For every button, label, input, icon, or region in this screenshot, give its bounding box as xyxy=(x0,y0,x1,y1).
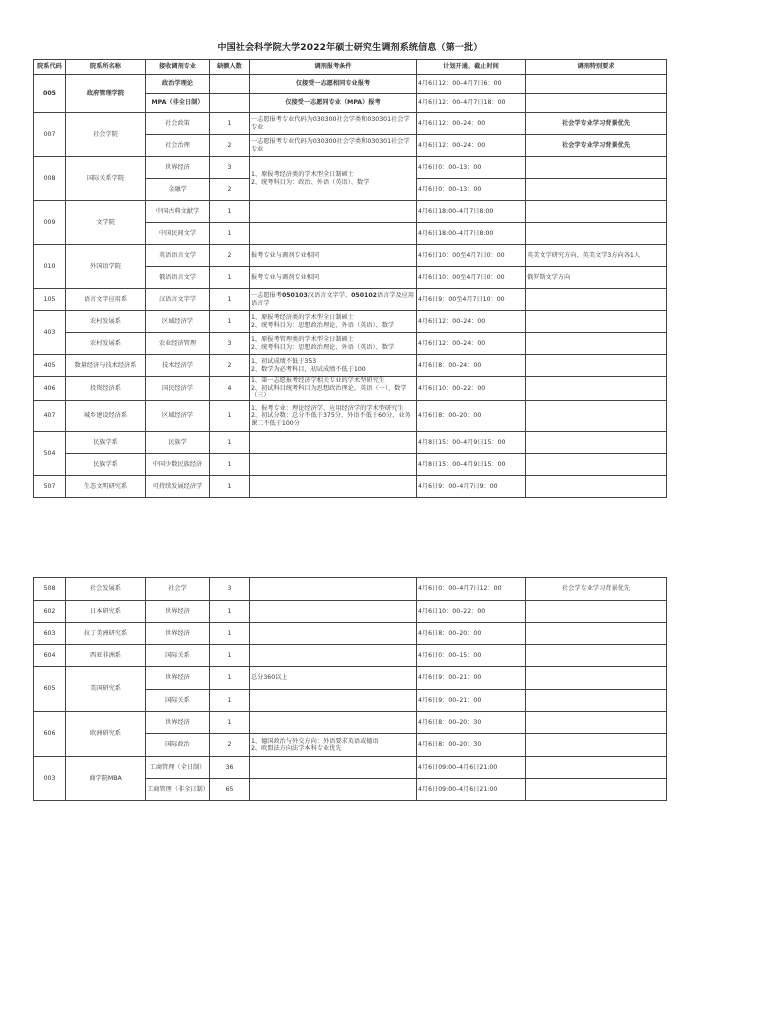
vacancy-count: 3 xyxy=(210,578,250,601)
vacancy-count: 1 xyxy=(210,712,250,734)
vacancy-count: 1 xyxy=(210,623,250,645)
conditions: 1、原报考经济类的学术型全日制硕士 2、统考科目为：思想政治理论、外语（英语）、数学 xyxy=(250,311,417,333)
major-name: 民族学 xyxy=(146,432,210,454)
table-row xyxy=(34,355,667,377)
major-code: 050102 xyxy=(351,292,377,300)
special-requirement xyxy=(526,601,667,623)
special-requirement xyxy=(526,377,667,401)
special-requirement: 社会学专业学习背景优先 xyxy=(526,135,667,157)
dept-name: 语言文字应用系 xyxy=(66,289,146,311)
special-requirement: 社会学专业学习背景优先 xyxy=(526,578,667,601)
special-requirement xyxy=(526,201,667,223)
vacancy-count: 1 xyxy=(210,113,250,135)
major-name: 中国民间文学 xyxy=(146,223,210,245)
conditions xyxy=(250,645,417,667)
dept-name: 西亚非洲系 xyxy=(66,645,146,667)
conditions xyxy=(250,601,417,623)
conditions xyxy=(250,712,417,734)
special-requirement xyxy=(526,311,667,333)
major-name: 工商管理（非全日制） xyxy=(146,779,210,801)
table-row xyxy=(34,623,667,645)
dept-name: 文学院 xyxy=(66,201,146,245)
open-time: 4月6日0：00–15：00 xyxy=(417,645,526,667)
header-conditions: 调剂报考条件 xyxy=(250,60,417,75)
major-name: 中国少数民族经济 xyxy=(146,454,210,476)
dept-code: 602 xyxy=(34,601,66,623)
open-time: 4月6日09:00–4月6日21:00 xyxy=(417,757,526,779)
major-name: 社会政策 xyxy=(146,113,210,135)
vacancy-count: 2 xyxy=(210,355,250,377)
major-name: 世界经济 xyxy=(146,667,210,690)
vacancy-count xyxy=(210,75,250,94)
table-row xyxy=(34,757,667,779)
vacancy-count: 2 xyxy=(210,179,250,201)
open-time: 4月6日10：00–22：00 xyxy=(417,377,526,401)
major-name: MPA（非全日制） xyxy=(146,94,210,113)
dept-code: 407 xyxy=(34,401,66,432)
dept-code: 003 xyxy=(34,757,66,801)
conditions xyxy=(250,289,417,311)
conditions xyxy=(250,476,417,498)
special-requirement xyxy=(526,179,667,201)
header-dept: 院系所名称 xyxy=(66,60,146,75)
special-requirement xyxy=(526,94,667,113)
open-time: 4月6日8：00–20：00 xyxy=(417,623,526,645)
major-name: 世界经济 xyxy=(146,157,210,179)
major-name: 国民经济学 xyxy=(146,377,210,401)
dept-name: 日本研究系 xyxy=(66,601,146,623)
vacancy-count xyxy=(210,94,250,113)
special-requirement xyxy=(526,432,667,454)
conditions: 报考专业与调剂专业相同 xyxy=(250,267,417,289)
open-time: 4月6日10：00至4月7日0：00 xyxy=(417,245,526,267)
special-requirement xyxy=(526,667,667,690)
vacancy-count: 4 xyxy=(210,377,250,401)
dept-code: 007 xyxy=(34,113,66,157)
open-time: 4月6日10：00至4月7日0：00 xyxy=(417,267,526,289)
vacancy-count: 2 xyxy=(210,135,250,157)
table-row xyxy=(34,432,667,454)
open-time: 4月6日0：00–13：00 xyxy=(417,157,526,179)
vacancy-count: 1 xyxy=(210,267,250,289)
open-time: 4月6日18:00–4月7日8:00 xyxy=(417,201,526,223)
table-row xyxy=(34,401,667,432)
conditions: 一志愿报考专业代码为030300社会学类和030301社会学专业 xyxy=(250,135,417,157)
special-requirement xyxy=(526,779,667,801)
vacancy-count: 1 xyxy=(210,454,250,476)
major-name: 英语语言文学 xyxy=(146,245,210,267)
header-major: 接收调剂专业 xyxy=(146,60,210,75)
table-row xyxy=(34,201,667,223)
table-row xyxy=(34,245,667,267)
open-time: 4月6日18:00–4月7日8:00 xyxy=(417,223,526,245)
special-requirement: 社会学专业学习背景优先 xyxy=(526,113,667,135)
open-time: 4月6日8：00–20：30 xyxy=(417,734,526,757)
major-name: 金融学 xyxy=(146,179,210,201)
open-time: 4月6日9：00至4月7日10：00 xyxy=(417,289,526,311)
dept-name: 欧洲研究系 xyxy=(66,712,146,757)
dept-code: 507 xyxy=(34,476,66,498)
open-time: 4月6日12：00–24：00 xyxy=(417,113,526,135)
header-requirements: 调剂特别要求 xyxy=(526,60,667,75)
vacancy-count: 1 xyxy=(210,690,250,712)
major-name: 中国古典文献学 xyxy=(146,201,210,223)
vacancy-count: 1 xyxy=(210,289,250,311)
dept-code: 406 xyxy=(34,377,66,401)
special-requirement: 英美文学研究方向、英美文学3方向各1人 xyxy=(526,245,667,267)
major-name: 技术经济学 xyxy=(146,355,210,377)
dept-name: 外国语学院 xyxy=(66,245,146,289)
dept-name: 社会学院 xyxy=(66,113,146,157)
dept-name: 城乡建设经济系 xyxy=(66,401,146,432)
conditions: 1、德国政治与外交方向：外语要求英语或德语 2、欧盟法方向法学本科专业优先 xyxy=(250,734,417,757)
table-row xyxy=(34,311,667,333)
dept-name: 数量经济与技术经济系 xyxy=(66,355,146,377)
vacancy-count: 1 xyxy=(210,201,250,223)
table-row xyxy=(34,377,667,401)
dept-name: 投资经济系 xyxy=(66,377,146,401)
header-vacancy: 缺额人数 xyxy=(210,60,250,75)
conditions xyxy=(250,454,417,476)
conditions xyxy=(250,578,417,601)
dept-name: 国际关系学院 xyxy=(66,157,146,201)
major-name: 区域经济学 xyxy=(146,401,210,432)
vacancy-count: 1 xyxy=(210,311,250,333)
header-row xyxy=(34,60,667,75)
major-name: 世界经济 xyxy=(146,712,210,734)
vacancy-count: 1 xyxy=(210,645,250,667)
vacancy-count: 3 xyxy=(210,157,250,179)
vacancy-count: 1 xyxy=(210,223,250,245)
table-row xyxy=(34,333,667,355)
major-name: 政治学理论 xyxy=(146,75,210,94)
vacancy-count: 1 xyxy=(210,667,250,690)
conditions: 1、原报考经济类的学术型全日制硕士 2、统考科目为：政治、外语（英语）、数学 xyxy=(250,157,417,201)
special-requirement xyxy=(526,355,667,377)
conditions xyxy=(250,223,417,245)
conditions: 1、原报考管理类的学术型全日制硕士 2、统考科目为：思想政治理论、外语（英语）、数学 xyxy=(250,333,417,355)
dept-name: 拉丁美洲研究系 xyxy=(66,623,146,645)
table-row xyxy=(34,601,667,623)
open-time: 4月8日15：00–4月9日15：00 xyxy=(417,454,526,476)
open-time: 4月6日8：00–20：30 xyxy=(417,712,526,734)
major-name: 社会治理 xyxy=(146,135,210,157)
conditions: 1、第一志愿报考经济学相关专业的学术型研究生 2、初试科目统考科目为思想政治理论、英语（一）、数学（三） xyxy=(250,377,417,401)
table-row xyxy=(34,476,667,498)
major-name: 国际政治 xyxy=(146,734,210,757)
dept-name: 美国研究系 xyxy=(66,667,146,712)
table-row xyxy=(34,645,667,667)
adjustment-table-part-1 xyxy=(33,59,667,498)
special-requirement xyxy=(526,75,667,94)
header-code: 院系代码 xyxy=(34,60,66,75)
dept-code: 105 xyxy=(34,289,66,311)
open-time: 4月6日9：00–4月7日9：00 xyxy=(417,476,526,498)
open-time: 4月6日0：00–13：00 xyxy=(417,179,526,201)
dept-code: 508 xyxy=(34,578,66,601)
dept-code: 605 xyxy=(34,667,66,712)
dept-code: 403 xyxy=(34,311,66,355)
vacancy-count: 65 xyxy=(210,779,250,801)
major-name: 汉语言文字学 xyxy=(146,289,210,311)
open-time: 4月6日12：00–24：00 xyxy=(417,333,526,355)
dept-code: 603 xyxy=(34,623,66,645)
open-time: 4月8日15：00–4月9日15：00 xyxy=(417,432,526,454)
table-row xyxy=(34,454,667,476)
major-name: 社会学 xyxy=(146,578,210,601)
major-name: 世界经济 xyxy=(146,601,210,623)
major-code: 050103 xyxy=(281,292,308,300)
major-name: 可持续发展经济学 xyxy=(146,476,210,498)
dept-name: 农村发展系 xyxy=(66,311,146,333)
special-requirement xyxy=(526,401,667,432)
dept-name: 政府管理学院 xyxy=(66,75,146,113)
vacancy-count: 1 xyxy=(210,601,250,623)
page-title: 中国社会科学院大学2022年硕士研究生调剂系统信息（第一批） xyxy=(217,43,483,53)
dept-code: 606 xyxy=(34,712,66,757)
vacancy-count: 1 xyxy=(210,401,250,432)
special-requirement xyxy=(526,645,667,667)
special-requirement xyxy=(526,333,667,355)
conditions xyxy=(250,690,417,712)
open-time: 4月6日0：00–4月7日12：00 xyxy=(417,578,526,601)
dept-code: 008 xyxy=(34,157,66,201)
special-requirement xyxy=(526,757,667,779)
open-time: 4月6日10：00–22：00 xyxy=(417,601,526,623)
major-name: 国际关系 xyxy=(146,690,210,712)
vacancy-count: 1 xyxy=(210,476,250,498)
dept-name: 商学院MBA xyxy=(66,757,146,801)
open-time: 4月6日9：00–21：00 xyxy=(417,667,526,690)
table-row xyxy=(34,289,667,311)
header-time: 计划开通、截止时间 xyxy=(417,60,526,75)
dept-name: 生态文明研究系 xyxy=(66,476,146,498)
open-time: 4月6日12：00–4月7日18：00 xyxy=(417,94,526,113)
vacancy-count: 2 xyxy=(210,734,250,757)
open-time: 4月6日12：00–24：00 xyxy=(417,135,526,157)
conditions: 报考专业与调剂专业相同 xyxy=(250,245,417,267)
special-requirement: 俄罗斯文学方向 xyxy=(526,267,667,289)
adjustment-table-part-2 xyxy=(33,577,667,801)
table-row xyxy=(34,712,667,734)
conditions: 1、初试成绩不低于353 2、数学为必考科目，初试成绩不低于100 xyxy=(250,355,417,377)
special-requirement xyxy=(526,157,667,179)
vacancy-count: 36 xyxy=(210,757,250,779)
open-time: 4月6日8：00–24：00 xyxy=(417,355,526,377)
conditions: 一志愿报考专业代码为030300社会学类和030301社会学专业 xyxy=(250,113,417,135)
major-name: 工商管理（全日制） xyxy=(146,757,210,779)
vacancy-count: 1 xyxy=(210,432,250,454)
dept-code: 405 xyxy=(34,355,66,377)
table-row xyxy=(34,113,667,135)
major-name: 农业经济管理 xyxy=(146,333,210,355)
table-row xyxy=(34,667,667,690)
open-time: 4月6日12：00–4月7日6：00 xyxy=(417,75,526,94)
special-requirement xyxy=(526,289,667,311)
open-time: 4月6日09:00–4月6日21:00 xyxy=(417,779,526,801)
conditions-text: 语言学及应用语言学 xyxy=(251,292,415,307)
conditions xyxy=(250,779,417,801)
conditions: 总分360以上 xyxy=(250,667,417,690)
conditions: 仅接受一志愿同专业（MPA）报考 xyxy=(250,94,417,113)
major-name: 国际关系 xyxy=(146,645,210,667)
table-row xyxy=(34,157,667,179)
special-requirement xyxy=(526,623,667,645)
major-name: 区域经济学 xyxy=(146,311,210,333)
special-requirement xyxy=(526,454,667,476)
conditions xyxy=(250,757,417,779)
dept-name: 民族学系 xyxy=(66,432,146,454)
conditions xyxy=(250,623,417,645)
table-row xyxy=(34,578,667,601)
conditions: 1、报考专业：理论经济学、应用经济学的学术型研究生 2、初试分数：总分不低于375分、外语不低于60分、业务课二不低于100分 xyxy=(250,401,417,432)
dept-code: 604 xyxy=(34,645,66,667)
vacancy-count: 2 xyxy=(210,245,250,267)
open-time: 4月6日8：00–20：00 xyxy=(417,401,526,432)
dept-name: 民族学系 xyxy=(66,454,146,476)
conditions: 仅接受一志愿相同专业报考 xyxy=(250,75,417,94)
dept-code: 009 xyxy=(34,201,66,245)
dept-name: 农村发展系 xyxy=(66,333,146,355)
dept-code: 010 xyxy=(34,245,66,289)
conditions xyxy=(250,201,417,223)
open-time: 4月6日12：00–24：00 xyxy=(417,311,526,333)
major-name: 世界经济 xyxy=(146,623,210,645)
dept-code: 005 xyxy=(34,75,66,113)
conditions-text: 汉语言文字学、 xyxy=(307,292,352,300)
special-requirement xyxy=(526,712,667,734)
conditions xyxy=(250,432,417,454)
dept-code: 504 xyxy=(34,432,66,476)
special-requirement xyxy=(526,476,667,498)
conditions-text: 一志愿报考 xyxy=(251,292,282,300)
special-requirement xyxy=(526,690,667,712)
table-row xyxy=(34,75,667,94)
dept-name: 社会发展系 xyxy=(66,578,146,601)
open-time: 4月6日9：00–21：00 xyxy=(417,690,526,712)
vacancy-count: 3 xyxy=(210,333,250,355)
major-name: 俄语语言文学 xyxy=(146,267,210,289)
special-requirement xyxy=(526,223,667,245)
special-requirement xyxy=(526,734,667,757)
